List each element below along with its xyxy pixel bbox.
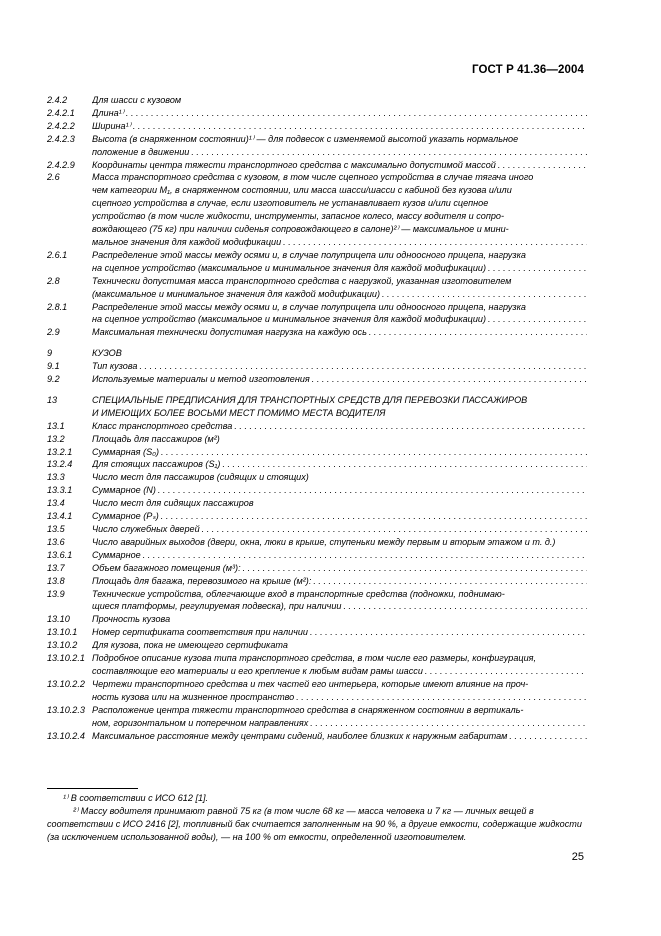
text-line (92, 458, 587, 471)
spec-item (47, 360, 587, 373)
line-text: Для кузова, пока не имеющего сертификата (92, 640, 288, 651)
spec-item (47, 171, 587, 248)
item-number: 13.10 (47, 614, 70, 625)
footnote-1: ¹⁾ В соответствии с ИСО 612 [1]. (63, 793, 209, 803)
line-text: Технически допустимая масса транспортного средства с нагрузкой, указанная изготовителем (92, 275, 512, 286)
dot-leader (220, 458, 587, 471)
spec-item (47, 523, 587, 536)
line-text: щиеся платформы, регулируемая подвеска), при наличии (92, 601, 342, 612)
item-number: 13.2 (47, 433, 65, 444)
spec-item (47, 249, 587, 275)
spec-item (47, 275, 587, 301)
item-number: 2.8 (47, 275, 60, 286)
item-number: 2.4.2.3 (47, 133, 75, 144)
spec-item (47, 704, 587, 730)
text-line (92, 120, 587, 133)
line-text: Суммарное (Pₛ) (92, 511, 159, 522)
spec-item (47, 394, 587, 420)
line-text: Подробное описание кузова типа транспортного средства, в том числе его размеры, конфигурация, (92, 653, 537, 664)
document-header: ГОСТ Р 41.36—2004 (472, 64, 584, 76)
line-text: Длина¹⁾ (92, 107, 124, 118)
dot-leader (294, 691, 587, 704)
text-line (92, 600, 587, 613)
text-line (92, 326, 587, 339)
dot-leader (189, 146, 587, 159)
line-text: Масса транспортного средства с кузовом, в том числе сцепного устройства в случае тягача иного (92, 172, 534, 183)
footnotes (47, 792, 587, 844)
line-text: устройство (в том числе жидкости, инструменты, запасное колесо, массу водителя и сопро- (92, 211, 504, 222)
dot-leader (423, 665, 587, 678)
item-number: 13.10.2.2 (47, 678, 85, 689)
line-text: СПЕЦИАЛЬНЫЕ ПРЕДПИСАНИЯ ДЛЯ ТРАНСПОРТНЫХ СРЕДСТВ ДЛЯ ПЕРЕВОЗКИ ПАССАЖИРОВ (92, 394, 528, 405)
line-text: Суммарное (N) (92, 485, 156, 496)
text-line (92, 523, 587, 536)
item-number: 9 (47, 348, 53, 359)
text-line (92, 471, 587, 484)
text-line (92, 249, 587, 262)
item-number: 2.4.2.9 (47, 159, 75, 170)
spec-item (47, 120, 587, 133)
text-line (92, 301, 587, 314)
line-text: вождающего (75 кг) при наличии сиденья сопровождающего в салоне)²⁾ — максимальное и мини- (92, 224, 509, 235)
dot-leader (137, 360, 587, 373)
text-line (92, 678, 587, 691)
item-text (92, 275, 587, 301)
text-line (92, 420, 587, 433)
dot-leader (159, 446, 587, 459)
text-line (92, 497, 587, 510)
item-number: 13.2.1 (47, 446, 73, 457)
line-text: (максимальное и минимальное значения для каждой модификации) (92, 288, 380, 299)
section-gap (47, 386, 587, 394)
item-number: 9.2 (47, 374, 60, 385)
spec-item (47, 133, 587, 159)
line-text: Число служебных дверей (92, 524, 200, 534)
text-line (92, 536, 587, 549)
spec-item (47, 159, 587, 172)
spec-item (47, 575, 587, 588)
text-line (92, 510, 587, 523)
line-text: Класс транспортного средства (92, 420, 233, 431)
dot-leader (380, 288, 587, 301)
item-number: 13 (47, 394, 58, 405)
line-text: Используемые материалы и метод изготовления (92, 374, 310, 385)
item-text (92, 171, 587, 248)
line-text: Суммарная (S₀) (92, 446, 159, 457)
line-text: Расположение центра тяжести транспортного средства в снаряженном состоянии в вертикаль- (92, 704, 524, 715)
dot-leader (131, 120, 587, 133)
spec-list (47, 94, 587, 742)
spec-item (47, 446, 587, 459)
text-line (92, 626, 587, 639)
item-text (92, 394, 587, 420)
spec-item (47, 639, 587, 652)
text-line (92, 652, 587, 665)
line-text: Распределение этой массы между осями и, в случае полуприцепа или одноосного прицепа, нагрузка (92, 249, 526, 260)
text-line (92, 262, 587, 275)
item-number: 2.4.2.2 (47, 120, 75, 131)
line-text: И ИМЕЮЩИХ БОЛЕЕ ВОСЬМИ МЕСТ ПОМИМО МЕСТА ВОДИТЕЛЯ (92, 407, 386, 418)
item-text (92, 588, 587, 614)
line-text: Число мест для сидящих пассажиров (92, 498, 254, 509)
item-text (92, 159, 587, 172)
text-line (92, 407, 587, 420)
spec-item (47, 458, 587, 471)
item-number: 13.10.1 (47, 627, 78, 638)
item-text (92, 562, 587, 575)
line-text: на сцепное устройство (максимальное и минимальное значения для каждой модификации) (92, 314, 487, 325)
line-text: Технические устройства, облегчающие вход в транспортные средства (подножки, поднимаю- (92, 588, 505, 599)
footnote-2: ²⁾ Массу водителя принимают равной 75 кг (в том числе 68 кг — масса человека и 7 кг — личных вещей в соответствии с ИСО 2416 [2], топливный бак считается заполненным на 90 %, а другие емкости, содержащие жидкости (за исключением использованной воды), — на 100 % от емкости, определенной изготовителем. (47, 805, 582, 842)
item-number: 13.3 (47, 472, 65, 483)
item-number: 2.8.1 (47, 301, 68, 312)
dot-leader (486, 262, 587, 275)
text-line (92, 275, 587, 288)
line-text: Число мест для пассажиров (сидящих и стоящих) (92, 472, 309, 483)
line-text: Суммарное (92, 549, 141, 560)
line-text: положение в движении (92, 146, 190, 157)
text-line (92, 288, 587, 301)
line-text: Номер сертификата соответствия при наличии (92, 627, 308, 638)
dot-leader (281, 236, 587, 249)
line-text: Координаты центра тяжести транспортного средства с максимально допустимой массой (92, 159, 496, 170)
spec-item (47, 107, 587, 120)
spec-item (47, 484, 587, 497)
text-line (92, 184, 587, 197)
item-number: 13.5 (47, 524, 65, 534)
item-number: 13.4.1 (47, 511, 73, 522)
line-text: ном, горизонтальном и поперечном направлениях (92, 717, 309, 728)
spec-item (47, 301, 587, 327)
item-text (92, 497, 587, 510)
line-text: Площадь для пассажиров (м²) (92, 433, 220, 444)
dot-leader (496, 159, 587, 172)
spec-item (47, 347, 587, 360)
item-number: 13.10.2.4 (47, 730, 85, 741)
line-text: Объем багажного помещения (м³): (92, 562, 241, 573)
spec-item (47, 94, 587, 107)
line-text: Прочность кузова (92, 614, 171, 625)
text-line (92, 159, 587, 172)
footnote-separator (47, 788, 138, 789)
item-text (92, 249, 587, 275)
section-gap (47, 339, 587, 347)
spec-item (47, 549, 587, 562)
item-number: 13.9 (47, 588, 65, 599)
line-text: составляющие его материалы и его крепление к любым видам рамы шасси (92, 665, 423, 676)
dot-leader (507, 730, 587, 743)
spec-item (47, 626, 587, 639)
text-line (92, 210, 587, 223)
text-line (92, 639, 587, 652)
spec-item (47, 536, 587, 549)
item-number: 13.3.1 (47, 485, 73, 496)
item-text (92, 433, 587, 446)
dot-leader (124, 107, 587, 120)
item-text (92, 347, 587, 360)
text-line (92, 588, 587, 601)
line-text: Число аварийных выходов (двери, окна, люки в крыше, ступеньки между первым и вторым этажом и т. д.) (92, 536, 556, 547)
item-text (92, 107, 587, 120)
spec-item (47, 373, 587, 386)
text-line (92, 107, 587, 120)
item-text (92, 120, 587, 133)
item-number: 2.4.2 (47, 95, 68, 105)
item-number: 13.6.1 (47, 549, 73, 560)
spec-item (47, 471, 587, 484)
text-line (92, 613, 587, 626)
text-line (92, 665, 587, 678)
item-text (92, 373, 587, 386)
line-text: Максимальная технически допустимая нагрузка на каждую ось (92, 327, 367, 338)
dot-leader (342, 600, 588, 613)
dot-leader (308, 717, 587, 730)
dot-leader (141, 549, 587, 562)
line-text: Для шасси с кузовом (92, 95, 182, 105)
item-number: 13.10.2.3 (47, 704, 85, 715)
item-number: 2.6 (47, 172, 60, 183)
item-text (92, 730, 587, 743)
item-number: 13.2.4 (47, 459, 73, 470)
item-number: 9.1 (47, 361, 60, 372)
text-line (92, 433, 587, 446)
text-line (92, 236, 587, 249)
item-text (92, 133, 587, 159)
line-text: на сцепное устройство (максимальное и минимальное значения для каждой модификации) (92, 262, 487, 273)
item-text (92, 360, 587, 373)
dot-leader (486, 313, 587, 326)
line-text: Ширина¹⁾ (92, 120, 131, 131)
item-text (92, 652, 587, 678)
item-text (92, 704, 587, 730)
line-text: Высота (в снаряженном состоянии)¹⁾ — для подвесок с изменяемой высотой указать нормальное (92, 133, 519, 144)
dot-leader (156, 484, 587, 497)
item-number: 2.4.2.1 (47, 107, 75, 118)
dot-leader (310, 373, 587, 386)
item-text (92, 626, 587, 639)
item-text (92, 458, 587, 471)
spec-item (47, 562, 587, 575)
text-line (92, 730, 587, 743)
line-text: Площадь для багажа, перевозимого на крыше (м²): (92, 575, 312, 586)
item-number: 2.9 (47, 327, 60, 338)
item-text (92, 575, 587, 588)
item-text (92, 326, 587, 339)
item-number: 13.10.2.1 (47, 653, 85, 664)
line-text: Распределение этой массы между осями и, в случае полуприцепа или одноосного прицепа, нагрузка (92, 301, 526, 312)
item-number: 13.10.2 (47, 640, 78, 651)
text-line (92, 446, 587, 459)
item-text (92, 471, 587, 484)
spec-item (47, 588, 587, 614)
line-text: ность кузова или на жизненное пространство (92, 691, 295, 702)
item-text (92, 94, 587, 107)
text-line (92, 394, 587, 407)
spec-item (47, 420, 587, 433)
item-text (92, 678, 587, 704)
item-text (92, 613, 587, 626)
page-number: 25 (571, 851, 584, 863)
text-line (92, 171, 587, 184)
item-number: 13.6 (47, 536, 65, 547)
text-line (92, 223, 587, 236)
item-text (92, 549, 587, 562)
dot-leader (200, 523, 587, 536)
item-text (92, 446, 587, 459)
line-text: Максимальное расстояние между центрами сидений, наиболее близких к наружным габаритам (92, 730, 508, 741)
item-text (92, 536, 587, 549)
text-line (92, 549, 587, 562)
dot-leader (232, 420, 587, 433)
line-text: чем категории M₁, в снаряженном состоянии, или масса шасси/шасси с кабиной без кузова и/или (92, 185, 512, 196)
text-line (92, 313, 587, 326)
line-text: Чертежи транспортного средства и тех частей его интерьера, которые имеют влияние на проч- (92, 678, 529, 689)
text-line (92, 484, 587, 497)
spec-item (47, 497, 587, 510)
spec-item (47, 652, 587, 678)
text-line (92, 562, 587, 575)
spec-item (47, 678, 587, 704)
text-line (92, 146, 587, 159)
item-text (92, 420, 587, 433)
spec-item (47, 433, 587, 446)
item-number: 13.1 (47, 420, 65, 431)
item-number: 13.8 (47, 575, 65, 586)
dot-leader (159, 510, 587, 523)
item-text (92, 510, 587, 523)
text-line (92, 691, 587, 704)
text-line (92, 704, 587, 717)
text-line (92, 197, 587, 210)
spec-item (47, 326, 587, 339)
line-text: КУЗОВ (92, 348, 122, 359)
spec-item (47, 613, 587, 626)
dot-leader (367, 326, 587, 339)
spec-item (47, 730, 587, 743)
text-line (92, 94, 587, 107)
text-line (92, 575, 587, 588)
text-line (92, 347, 587, 360)
text-line (92, 373, 587, 386)
item-number: 13.7 (47, 562, 65, 573)
line-text: сцепного устройства в случае, если изготовитель не устанавливает кузов и/или сцепное (92, 198, 489, 209)
item-text (92, 484, 587, 497)
item-number: 2.6.1 (47, 249, 68, 260)
item-text (92, 639, 587, 652)
line-text: Тип кузова (92, 361, 138, 372)
text-line (92, 360, 587, 373)
item-number: 13.4 (47, 498, 65, 509)
dot-leader (241, 562, 587, 575)
dot-leader (308, 626, 587, 639)
line-text: мальное значения для каждой модификации (92, 236, 282, 247)
item-text (92, 523, 587, 536)
line-text: Для стоящих пассажиров (S₁) (92, 459, 221, 470)
dot-leader (311, 575, 587, 588)
text-line (92, 133, 587, 146)
spec-item (47, 510, 587, 523)
text-line (92, 717, 587, 730)
item-text (92, 301, 587, 327)
